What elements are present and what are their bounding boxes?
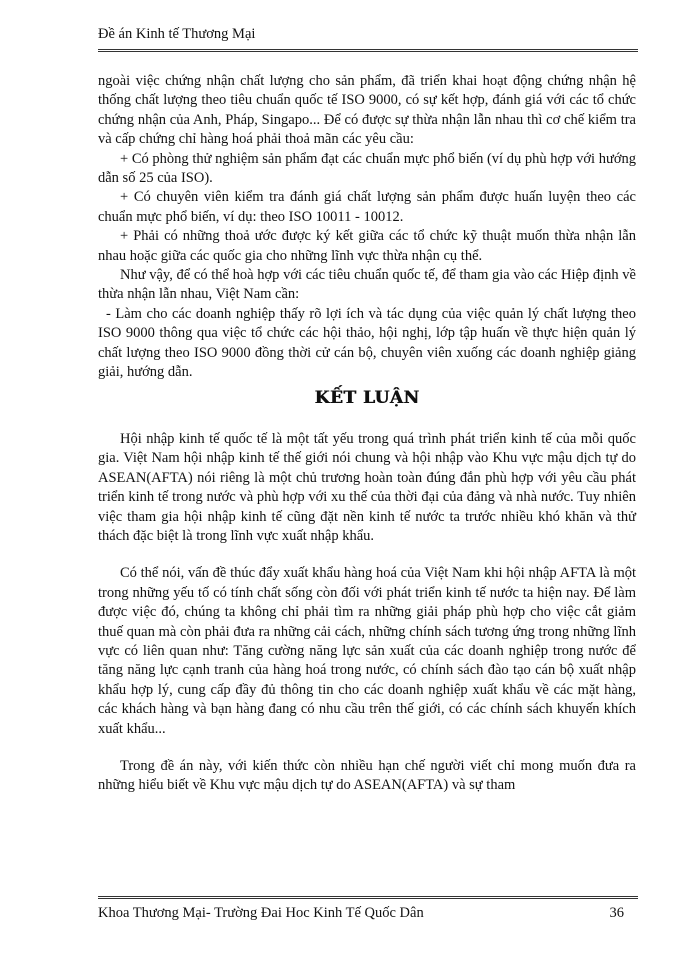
document-body bbox=[98, 72, 636, 796]
page-number: 36 bbox=[609, 905, 624, 921]
paragraph: ngoài việc chứng nhận chất lượng cho sản phẩm, đã triển khai hoạt động chứng nhận hệ thống chất lượng theo tiêu chuẩn quốc tế ISO 9000, có sự kết hợp, đánh giá với các tổ chức chứng nhận của Anh, Pháp, Singapo... Để có được sự thừa nhận lẫn nhau thì cơ chế kiểm tra và cấp chứng chỉ hàng hoá phải thoả mãn các yêu cầu: bbox=[98, 73, 636, 148]
paragraph: Hội nhập kinh tế quốc tế là một tất yếu trong quá trình phát triển kinh tế của mỗi quốc gia. Việt Nam hội nhập kinh tế thế giới nói chung và hội nhập vào Khu vực mậu dịch tự do ASEAN(AFTA) nói riêng là một chủ trương hoàn toàn đúng đắn phù hợp với yêu cầu phát triển kinh tế trong nước và phù hợp với xu thế của thời đại của đảng và nhà nước. Tuy nhiên việc tham gia hội nhập kinh tế cũng đặt nền kinh tế nước ta trước nhiều khó khăn và thử thách đặc biệt là trong lĩnh vực xuất nhập khẩu. bbox=[98, 430, 636, 544]
header-title: Đề án Kinh tế Thương Mại bbox=[98, 26, 256, 42]
paragraph: Trong đề án này, với kiến thức còn nhiều hạn chế người viết chỉ mong muốn đưa ra những hiểu biết về Khu vực mậu dịch tự do ASEAN(AFTA) và sự tham bbox=[98, 758, 636, 794]
paragraph: Như vậy, để có thể hoà hợp với các tiêu chuẩn quốc tế, để tham gia vào các Hiệp định về thừa nhận lẫn nhau, Việt Nam cần: bbox=[98, 267, 636, 303]
footer-text: Khoa Thương Mại- Trường Đai Hoc Kinh Tế Quốc Dân bbox=[98, 905, 424, 921]
page-footer bbox=[98, 896, 638, 922]
page-header bbox=[98, 26, 638, 52]
list-item: + Phải có những thoả ước được ký kết giữa các tổ chức kỹ thuật muốn thừa nhận lẫn nhau hoặc giữa các quốc gia cho những lĩnh vực thừa nhận cụ thể. bbox=[98, 228, 636, 264]
list-item: - Làm cho các doanh nghiệp thấy rõ lợi ích và tác dụng của việc quản lý chất lượng theo ISO 9000 thông qua việc tổ chức các hội thảo, hội nghị, lớp tập huấn về thực hiện quản lý chất lượng theo ISO 9000 đồng thời cử cán bộ, chuyên viên xuống các doanh nghiệp giảng giải, hướng dẫn. bbox=[98, 305, 636, 381]
paragraph: Có thể nói, vấn đề thúc đẩy xuất khẩu hàng hoá của Việt Nam khi hội nhập AFTA là một trong những yếu tố có tính chất sống còn đối với phát triển kinh tế nước ta hiện nay. Để làm được việc đó, chúng ta không chỉ phải tìm ra những giải pháp phù hợp cho việc cắt giảm thuế quan mà còn phải đưa ra những cải cách, những chính sách tương ứng trong những lĩnh vực có liên quan như: Tăng cường năng lực sản xuất của các doanh nghiệp trong nước để tăng năng lực cạnh tranh của hàng hoá trong nước, có chính sách đào tạo cán bộ xuất nhập khẩu hợp lý, cung cấp đầy đủ thông tin cho các doanh nghiệp xuất khẩu về các mặt hàng, các khách hàng và bạn hàng đang có nhu cầu trên thế giới, có các chính sách khuyến khích xuất khẩu... bbox=[98, 565, 636, 737]
list-item: + Có phòng thử nghiệm sản phẩm đạt các chuẩn mực phổ biến (ví dụ phù hợp với hướng dẫn số 25 của ISO). bbox=[98, 150, 636, 187]
list-item: + Có chuyên viên kiểm tra đánh giá chất lượng sản phẩm được huấn luyện theo các chuẩn mực phổ biến, ví dụ: theo ISO 10011 - 10012. bbox=[98, 189, 636, 225]
section-heading: KẾT LUẬN bbox=[314, 387, 420, 408]
